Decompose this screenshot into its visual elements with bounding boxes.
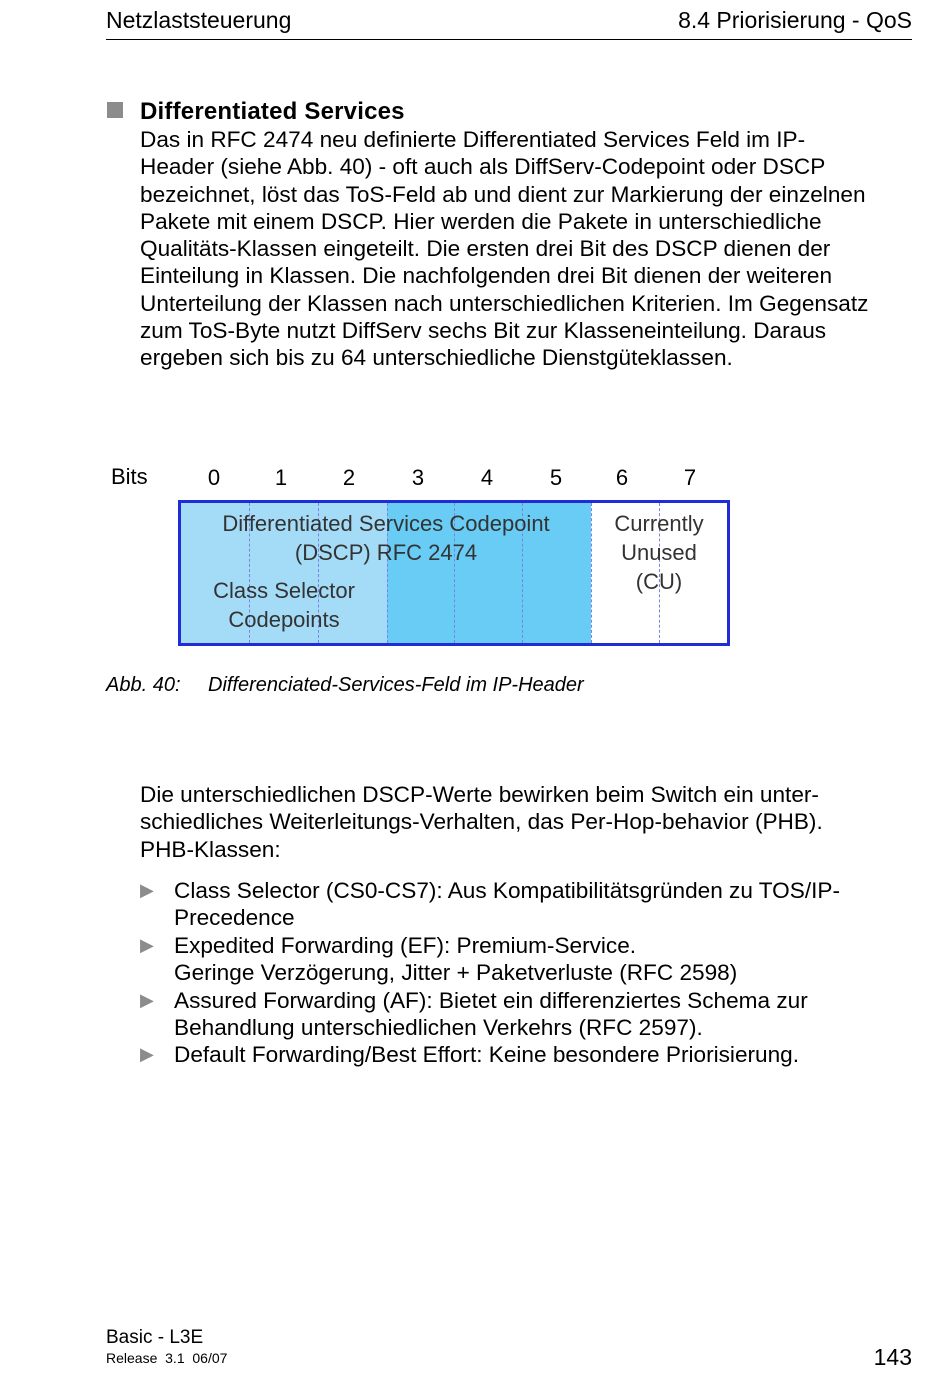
- section-marker-square-icon: [107, 102, 123, 118]
- dscp-label: [181, 509, 591, 567]
- bullet-line: Assured Forwarding (AF): Bietet ein differenziertes Schema zur: [174, 988, 808, 1013]
- figure-caption-number: Abb. 40:: [106, 674, 181, 696]
- paragraph-line: Einteilung in Klassen. Die nachfolgenden drei Bit dienen der weiteren: [140, 263, 833, 289]
- paragraph-line: Header (siehe Abb. 40) - oft auch als DiffServ-Codepoint oder DSCP: [140, 154, 826, 180]
- header-rule: [106, 39, 912, 40]
- class-selector-label: [181, 576, 387, 634]
- paragraph-line: Das in RFC 2474 neu definierte Differentiated Services Feld im IP-: [140, 127, 806, 152]
- phb-intro-line: schiedliches Weiterleitungs-Verhalten, das Per-Hop-behavior (PHB).: [140, 809, 823, 835]
- paragraph-line: Qualitäts-Klassen eingeteilt. Die ersten drei Bit des DSCP dienen der: [140, 236, 831, 262]
- bit-number-5: 5: [549, 465, 563, 490]
- dscp-label-line: Differentiated Services Codepoint: [222, 511, 550, 536]
- section-paragraph: [140, 126, 920, 372]
- section-title: Differentiated Services: [140, 98, 405, 125]
- triangle-bullet-icon: ▶: [140, 990, 154, 1010]
- cu-label: [591, 509, 727, 596]
- paragraph-line: bezeichnet, löst das ToS-Feld ab und dient zur Markierung der einzelnen: [140, 181, 866, 207]
- triangle-bullet-icon: ▶: [140, 1044, 154, 1064]
- bit-number-6: 6: [615, 465, 629, 490]
- bullet-line: Expedited Forwarding (EF): Premium-Service.: [174, 933, 637, 958]
- cu-label-line: Unused: [621, 540, 697, 565]
- bullet-line: Geringe Verzögerung, Jitter + Paketverluste (RFC 2598): [174, 960, 738, 986]
- paragraph-line: zum ToS-Byte nutzt DiffServ sechs Bit zur Klasseneinteilung. Daraus: [140, 318, 827, 344]
- phb-intro: [140, 781, 920, 863]
- footer-release: Release 3.1 06/07: [106, 1350, 228, 1366]
- class-selector-label-line: Codepoints: [228, 607, 340, 632]
- phb-intro-line: PHB-Klassen:: [140, 836, 281, 862]
- bullet-line: Class Selector (CS0-CS7): Aus Kompatibilitätsgründen zu TOS/IP-: [174, 878, 840, 903]
- bit-number-4: 4: [480, 465, 494, 490]
- phb-intro-line: Die unterschiedlichen DSCP-Werte bewirken beim Switch ein unter-: [140, 782, 819, 807]
- paragraph-line: Unterteilung der Klassen nach unterschiedlichen Kriterien. Im Gegensatz: [140, 290, 869, 316]
- cu-label-line: (CU): [635, 569, 683, 594]
- paragraph-line: Pakete mit einem DSCP. Hier werden die Pakete in unterschiedliche: [140, 208, 822, 234]
- footer-product: Basic - L3E: [106, 1327, 204, 1348]
- bit-number-1: 1: [274, 465, 288, 490]
- running-header-chapter: Netzlaststeuerung: [106, 7, 292, 33]
- triangle-bullet-icon: ▶: [140, 935, 154, 955]
- figure-caption-text: Differenciated-Services-Feld im IP-Header: [208, 674, 584, 696]
- bullet-line: Default Forwarding/Best Effort: Keine besondere Priorisierung.: [174, 1042, 800, 1067]
- figure-caption: [106, 674, 584, 697]
- bullet-line: Precedence: [174, 905, 295, 931]
- dscp-label-line: (DSCP) RFC 2474: [294, 540, 478, 565]
- bits-label: Bits: [111, 464, 148, 489]
- running-header-section: 8.4 Priorisierung - QoS: [678, 7, 912, 33]
- page-number: 143: [873, 1344, 912, 1370]
- paragraph-line: ergeben sich bis zu 64 unterschiedliche Dienstgüteklassen.: [140, 345, 733, 371]
- triangle-bullet-icon: ▶: [140, 880, 154, 900]
- bit-number-0: 0: [207, 465, 221, 490]
- ds-field-diagram: [178, 500, 730, 646]
- class-selector-label-line: Class Selector: [213, 578, 355, 603]
- bullet-line: Behandlung unterschiedlichen Verkehrs (RFC 2597).: [174, 1015, 703, 1041]
- bit-number-2: 2: [342, 465, 356, 490]
- bit-number-7: 7: [683, 465, 697, 490]
- bit-number-3: 3: [411, 465, 425, 490]
- cu-label-line: Currently: [614, 511, 704, 536]
